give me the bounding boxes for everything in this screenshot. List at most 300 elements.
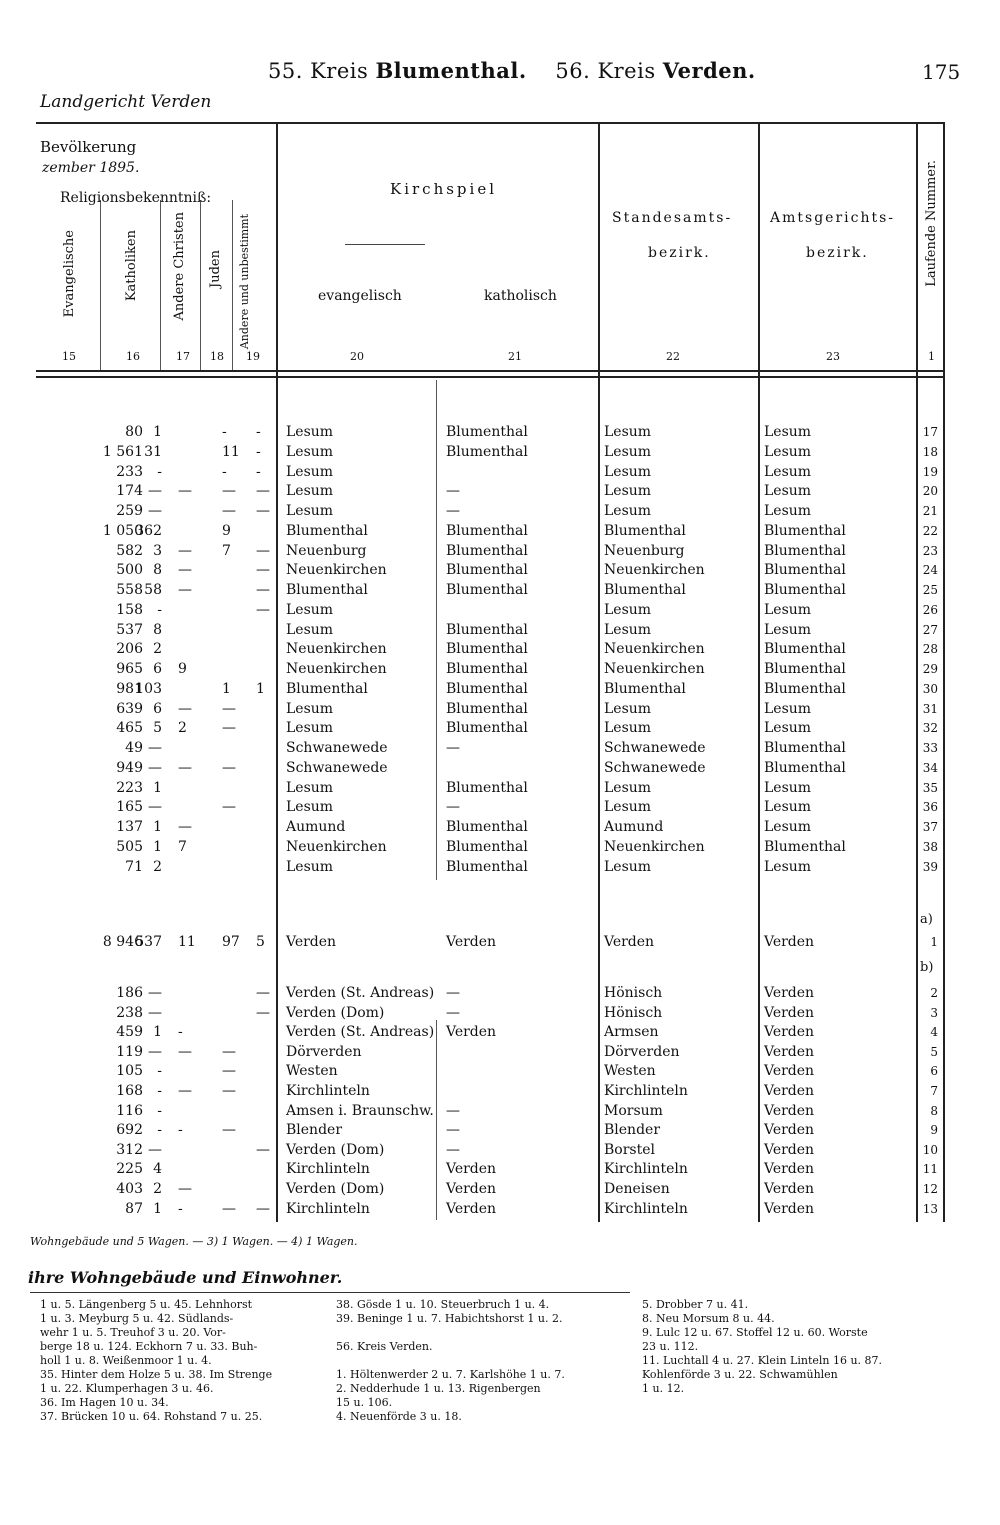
cell-other-christian: — — [178, 759, 192, 776]
cell-catholic: 5 — [153, 720, 162, 737]
table-row — [0, 738, 1000, 758]
note-line: 23 u. 112. — [642, 1340, 699, 1353]
note-line: 37. Brücken 10 u. 64. Rohstand 7 u. 25. — [40, 1410, 263, 1423]
col18-header: Juden — [208, 250, 223, 288]
colnum-16: 16 — [126, 350, 140, 363]
cell-other-christian: — — [178, 483, 192, 500]
cell-court-district: Verden — [764, 1083, 815, 1099]
cell-other: — — [256, 985, 270, 1001]
cell-registry-district: Westen — [604, 1063, 656, 1080]
cell-running-number: 33 — [922, 741, 938, 755]
cell-parish-catholic: Verden — [446, 1161, 497, 1178]
table-row — [0, 1179, 1000, 1199]
cell-catholic: — — [148, 759, 162, 776]
table-row — [0, 1101, 1000, 1121]
colnum-15: 15 — [62, 350, 76, 363]
cell-running-number: 12 — [922, 1182, 938, 1196]
table-row — [0, 718, 1000, 738]
col19-header: Andere und unbestimmt — [238, 214, 251, 350]
cell-court-district: Verden — [764, 985, 815, 1001]
cell-running-number: 24 — [922, 563, 938, 578]
cell-catholic: - — [157, 1102, 162, 1119]
title-right-prefix: Kreis — [597, 59, 656, 83]
cell-parish-catholic: — — [446, 1122, 460, 1139]
cell-parish-catholic: Blumenthal — [446, 443, 528, 460]
col23-header-b: bezirk. — [806, 245, 869, 261]
cell-registry-district: Lesum — [604, 799, 652, 816]
cell-parish-catholic: — — [446, 799, 460, 816]
col16-header: Katholiken — [124, 230, 139, 302]
cell-registry-district: Kirchlinteln — [604, 1161, 688, 1178]
cell-court-district: Blumenthal — [764, 661, 846, 677]
cell-catholic: 8 — [153, 562, 162, 579]
table-row-verden-city — [0, 932, 1000, 952]
cell-evangelical: 137 — [116, 819, 143, 835]
cell-catholic: 8 — [153, 621, 162, 638]
cell-parish-catholic: Blumenthal — [446, 621, 528, 638]
cell-parish-evangelical: Lesum — [286, 483, 334, 500]
cell-registry-district: Lesum — [604, 483, 652, 500]
pop-date: zember 1895. — [42, 160, 140, 176]
label-a: a) — [920, 912, 933, 927]
cell-other-christian: — — [178, 1181, 192, 1197]
court-label: Landgericht Verden — [40, 92, 212, 112]
cell-other: — — [256, 1200, 270, 1217]
cell-court-district: Lesum — [764, 463, 812, 480]
cell-registry-district: Aumund — [604, 819, 664, 835]
cell-running-number: 20 — [922, 484, 938, 499]
note-line: 1 u. 22. Klumperhagen 3 u. 46. — [40, 1382, 214, 1395]
table-row — [0, 699, 1000, 719]
cell-evangelical: 223 — [116, 779, 143, 796]
pop-title: Bevölkerung — [40, 138, 137, 156]
cell-catholic: 2 — [153, 858, 162, 875]
cell-court-district: Verden — [764, 1024, 815, 1041]
cell-parish-evangelical: Lesum — [286, 424, 334, 440]
title-left-prefix: Kreis — [310, 59, 369, 83]
cell-catholic: 4 — [153, 1161, 162, 1178]
cell-evangelical: 87 — [125, 1200, 143, 1217]
cell-registry-district: Morsum — [604, 1102, 663, 1119]
cell-jews: — — [222, 1122, 236, 1139]
cell-parish-catholic: Verden — [446, 1181, 497, 1197]
cell-registry-district: Neuenkirchen — [604, 661, 705, 677]
note-line: 5. Drobber 7 u. 41. — [642, 1298, 749, 1311]
cell-other: 1 — [256, 680, 265, 697]
notes-column-1 — [40, 1298, 272, 1424]
cell-parish-catholic: — — [446, 503, 460, 519]
cell-catholic: 2 — [153, 1181, 162, 1197]
cell-parish-catholic: Blumenthal — [446, 720, 528, 737]
table-row — [0, 541, 1000, 561]
cell-catholic: 6 — [153, 700, 162, 717]
cell-court-district: Blumenthal — [764, 759, 846, 776]
cell-running-number: 19 — [922, 464, 938, 479]
cell-catholic: - — [157, 1063, 162, 1080]
cell-court-district: Lesum — [764, 621, 812, 638]
cell-parish-catholic: — — [446, 1102, 460, 1119]
cell-evangelical: 949 — [116, 759, 143, 776]
cell-parish-catholic: Verden — [446, 1024, 497, 1041]
cell-evangelical: 981 — [116, 680, 143, 697]
cell-parish-evangelical: Schwanewede — [286, 759, 388, 776]
table-row — [0, 580, 1000, 600]
cell-running-number: 28 — [922, 642, 938, 657]
cell-evangelical: 168 — [116, 1083, 143, 1099]
cell-parish-catholic: Blumenthal — [446, 641, 528, 658]
cell-registry-district: Lesum — [604, 443, 652, 460]
cell-catholic: 537 — [135, 934, 162, 950]
page-number: 175 — [922, 60, 961, 84]
table-top-rule — [36, 122, 944, 124]
cell-court-district: Lesum — [764, 503, 812, 519]
cell-parish-evangelical: Verden (Dom) — [286, 1181, 385, 1197]
cell-catholic: 362 — [135, 522, 162, 539]
cell-parish-catholic: — — [446, 740, 460, 756]
cell-jews: 97 — [222, 934, 240, 950]
cell-catholic: 1 — [153, 424, 162, 440]
cell-registry-district: Dörverden — [604, 1043, 680, 1060]
cell-evangelical: 174 — [116, 483, 143, 500]
cell-evangelical: 558 — [116, 582, 143, 598]
cell-registry-district: Blumenthal — [604, 522, 686, 539]
cell-catholic: 6 — [153, 661, 162, 677]
table-row — [0, 1042, 1000, 1062]
cell-parish-catholic: Blumenthal — [446, 562, 528, 579]
cell-parish-evangelical: Lesum — [286, 858, 334, 875]
cell-parish-evangelical: Aumund — [286, 819, 346, 835]
cell-court-district: Lesum — [764, 858, 812, 875]
cell-parish-evangelical: Neuenburg — [286, 542, 367, 559]
cell-other-christian: — — [178, 582, 192, 598]
cell-parish-evangelical: Lesum — [286, 443, 334, 460]
cell-running-number: 37 — [922, 820, 938, 834]
cell-jews: 9 — [222, 522, 231, 539]
cell-evangelical: 965 — [116, 661, 143, 677]
cell-other-christian: - — [178, 1024, 183, 1041]
cell-evangelical: 403 — [116, 1181, 143, 1197]
cell-court-district: Lesum — [764, 700, 812, 717]
note-line: Kohlenförde 3 u. 22. Schwamühlen — [642, 1368, 838, 1381]
note-line: 2. Nedderhude 1 u. 13. Rigenbergen — [336, 1382, 541, 1395]
cell-parish-evangelical: Verden (St. Andreas) — [286, 1024, 435, 1041]
religion-heading: Religionsbekenntniß: — [60, 190, 212, 206]
cell-catholic: — — [148, 1043, 162, 1060]
cell-running-number: 2 — [930, 986, 938, 1000]
cell-registry-district: Neuenkirchen — [604, 641, 705, 658]
kirchspiel-rule — [345, 244, 425, 245]
cell-other: - — [256, 463, 261, 480]
cell-other-christian: - — [178, 1200, 183, 1217]
cell-other-christian: — — [178, 562, 192, 579]
cell-parish-catholic: Blumenthal — [446, 858, 528, 875]
cell-evangelical: 537 — [116, 621, 143, 638]
cell-evangelical: 582 — [116, 542, 143, 559]
cell-other: - — [256, 443, 261, 460]
cell-catholic: 1 — [153, 1024, 162, 1041]
cell-other-christian: — — [178, 1083, 192, 1099]
cell-other-christian: 9 — [178, 661, 187, 677]
cell-registry-district: Kirchlinteln — [604, 1083, 688, 1099]
cell-registry-district: Lesum — [604, 463, 652, 480]
kirchspiel-heading: Kirchspiel — [390, 180, 498, 198]
cell-jews: — — [222, 483, 236, 500]
footnote: Wohngebäude und 5 Wagen. — 3) 1 Wagen. — 4) 1 Wagen. — [30, 1235, 358, 1248]
cell-jews: — — [222, 759, 236, 776]
table-row — [0, 778, 1000, 798]
cell-court-district: Verden — [764, 1161, 815, 1178]
cell-other: — — [256, 483, 270, 500]
cell-catholic: — — [148, 985, 162, 1001]
cell-parish-evangelical: Kirchlinteln — [286, 1161, 370, 1178]
cell-parish-evangelical: Lesum — [286, 503, 334, 519]
cell-running-number: 21 — [922, 504, 938, 518]
cell-court-district: Verden — [764, 1200, 815, 1217]
table-row — [0, 1159, 1000, 1179]
cell-parish-catholic: — — [446, 985, 460, 1001]
cell-running-number: 34 — [922, 760, 938, 775]
cell-other-christian: 7 — [178, 838, 187, 855]
cell-court-district: Verden — [764, 1063, 815, 1080]
table-row — [0, 521, 1000, 541]
title-left-name: Blumenthal. — [375, 58, 527, 83]
note-line: 4. Neuenförde 3 u. 18. — [336, 1410, 462, 1423]
cell-other: — — [256, 503, 270, 519]
label-b: b) — [920, 960, 934, 975]
cell-court-district: Blumenthal — [764, 562, 846, 579]
col24-header: Laufende Nummer. — [924, 160, 939, 287]
cell-court-district: Verden — [764, 1043, 815, 1060]
cell-catholic: 3 — [153, 542, 162, 559]
cell-court-district: Lesum — [764, 819, 812, 835]
cell-parish-evangelical: Dörverden — [286, 1043, 362, 1060]
colnum-22: 22 — [666, 350, 680, 363]
cell-parish-catholic: Blumenthal — [446, 838, 528, 855]
cell-jews: — — [222, 503, 236, 519]
cell-other-christian: 11 — [178, 934, 196, 950]
cell-catholic: 1 — [153, 838, 162, 855]
table-row — [0, 797, 1000, 817]
notes-column-3 — [642, 1298, 882, 1396]
cell-running-number: 32 — [922, 721, 938, 736]
note-line: 11. Luchtall 4 u. 27. Klein Linteln 16 u. 87. — [642, 1354, 883, 1367]
cell-evangelical: 1 561 — [102, 443, 143, 460]
cell-registry-district: Neuenkirchen — [604, 838, 705, 855]
cell-other: — — [256, 542, 270, 559]
cell-evangelical: 49 — [125, 740, 143, 756]
cell-running-number: 30 — [922, 681, 938, 696]
col22-header-b: bezirk. — [648, 245, 711, 261]
cell-jews: — — [222, 1083, 236, 1099]
note-line: 1 u. 12. — [642, 1382, 685, 1395]
cell-parish-evangelical: Blender — [286, 1122, 343, 1139]
cell-parish-evangelical: Verden (Dom) — [286, 1004, 385, 1021]
cell-parish-evangelical: Lesum — [286, 601, 334, 618]
cell-catholic: 1 — [153, 819, 162, 835]
table-row — [0, 442, 1000, 462]
cell-running-number: 5 — [930, 1044, 938, 1059]
cell-jews: — — [222, 1043, 236, 1060]
cell-running-number: 35 — [922, 780, 938, 795]
cell-parish-catholic: — — [446, 1141, 460, 1158]
cell-registry-district: Verden — [604, 934, 655, 950]
note-line: berge 18 u. 124. Eckhorn 7 u. 33. Buh- — [40, 1340, 258, 1353]
cell-registry-district: Lesum — [604, 779, 652, 796]
header-bottom-rule-2 — [36, 376, 944, 378]
cell-parish-catholic: Blumenthal — [446, 819, 528, 835]
colnum-17: 17 — [176, 350, 190, 363]
cell-parish-catholic: Verden — [446, 934, 497, 950]
table-row — [0, 501, 1000, 521]
table-row — [0, 560, 1000, 580]
cell-parish-catholic: — — [446, 1004, 460, 1021]
cell-parish-evangelical: Neuenkirchen — [286, 641, 387, 658]
cell-registry-district: Blumenthal — [604, 680, 686, 697]
cell-court-district: Blumenthal — [764, 680, 846, 697]
cell-catholic: 2 — [153, 641, 162, 658]
cell-other-christian: 2 — [178, 720, 187, 737]
table-row — [0, 1061, 1000, 1081]
cell-other: — — [256, 1141, 270, 1158]
colnum-18: 18 — [210, 350, 224, 363]
cell-catholic: — — [148, 483, 162, 500]
note-line: 1 u. 3. Meyburg 5 u. 42. Südlands- — [40, 1312, 234, 1325]
cell-evangelical: 71 — [125, 858, 143, 875]
cell-court-district: Lesum — [764, 601, 812, 618]
table-row — [0, 758, 1000, 778]
cell-parish-catholic: Blumenthal — [446, 582, 528, 598]
cell-evangelical: 505 — [116, 838, 143, 855]
cell-running-number: 18 — [922, 444, 938, 459]
cell-evangelical: 259 — [116, 503, 143, 519]
cell-parish-evangelical: Lesum — [286, 720, 334, 737]
table-row — [0, 857, 1000, 877]
cell-parish-catholic: Blumenthal — [446, 542, 528, 559]
cell-evangelical: 165 — [116, 799, 143, 816]
note-line: 36. Im Hagen 10 u. 34. — [40, 1396, 169, 1409]
page-title — [268, 58, 756, 83]
table-row — [0, 1081, 1000, 1101]
cell-court-district: Blumenthal — [764, 542, 846, 559]
cell-running-number: 11 — [922, 1162, 938, 1177]
cell-registry-district: Neuenburg — [604, 542, 685, 559]
cell-jews: — — [222, 1200, 236, 1217]
cell-jews: - — [222, 463, 227, 480]
cell-evangelical: 116 — [116, 1102, 143, 1119]
divider-15-16 — [100, 200, 101, 370]
cell-catholic: 58 — [144, 582, 162, 598]
cell-parish-catholic: Blumenthal — [446, 424, 528, 440]
table-row — [0, 1199, 1000, 1219]
cell-running-number: 1 — [930, 935, 938, 949]
cell-other: 5 — [256, 934, 265, 950]
cell-other: — — [256, 601, 270, 618]
cell-other: — — [256, 562, 270, 579]
cell-evangelical: 465 — [116, 720, 143, 737]
cell-catholic: - — [157, 463, 162, 480]
cell-parish-evangelical: Neuenkirchen — [286, 838, 387, 855]
cell-evangelical: 312 — [116, 1141, 143, 1158]
cell-jews: — — [222, 799, 236, 816]
cell-parish-evangelical: Blumenthal — [286, 522, 368, 539]
cell-registry-district: Lesum — [604, 621, 652, 638]
cell-parish-evangelical: Lesum — [286, 799, 334, 816]
cell-parish-catholic: — — [446, 483, 460, 500]
cell-running-number: 4 — [930, 1025, 938, 1040]
table-row — [0, 1120, 1000, 1140]
cell-registry-district: Schwanewede — [604, 759, 706, 776]
cell-running-number: 23 — [922, 543, 938, 558]
cell-running-number: 27 — [922, 622, 938, 637]
cell-court-district: Blumenthal — [764, 641, 846, 658]
col17-header: Andere Christen — [172, 212, 187, 321]
divider-17-18 — [200, 200, 201, 370]
cell-evangelical: 206 — [116, 641, 143, 658]
col22-header-a: Standesamts- — [612, 210, 733, 226]
cell-court-district: Blumenthal — [764, 740, 846, 756]
cell-running-number: 13 — [922, 1201, 938, 1216]
cell-parish-evangelical: Neuenkirchen — [286, 562, 387, 579]
cell-catholic: 103 — [135, 680, 162, 697]
cell-other-christian: — — [178, 542, 192, 559]
cell-jews: — — [222, 700, 236, 717]
note-line: 9. Lulc 12 u. 67. Stoffel 12 u. 60. Worste — [642, 1326, 868, 1339]
cell-other-christian: — — [178, 1043, 192, 1060]
cell-catholic: — — [148, 799, 162, 816]
cell-parish-evangelical: Westen — [286, 1063, 338, 1080]
section-rule — [30, 1292, 630, 1293]
colnum-19: 19 — [246, 350, 260, 363]
cell-running-number: 38 — [922, 839, 938, 854]
note-line: 8. Neu Morsum 8 u. 44. — [642, 1312, 775, 1325]
cell-evangelical: 8 946 — [102, 934, 143, 950]
cell-parish-catholic: Blumenthal — [446, 700, 528, 717]
cell-evangelical: 238 — [116, 1004, 143, 1021]
cell-registry-district: Borstel — [604, 1141, 655, 1158]
colnum-21: 21 — [508, 350, 522, 363]
cell-evangelical: 105 — [116, 1063, 143, 1080]
cell-catholic: - — [157, 601, 162, 618]
cell-registry-district: Lesum — [604, 503, 652, 519]
cell-parish-evangelical: Blumenthal — [286, 680, 368, 697]
cell-jews: 11 — [222, 443, 240, 460]
table-row — [0, 817, 1000, 837]
cell-evangelical: 225 — [116, 1161, 143, 1178]
cell-evangelical: 233 — [116, 463, 143, 480]
cell-jews: — — [222, 1063, 236, 1080]
cell-other: — — [256, 1004, 270, 1021]
note-line: 39. Beninge 1 u. 7. Habichtshorst 1 u. 2. — [336, 1312, 563, 1325]
cell-evangelical: 158 — [116, 601, 143, 618]
cell-running-number: 31 — [922, 701, 938, 716]
cell-court-district: Lesum — [764, 799, 812, 816]
note-line: wehr 1 u. 5. Treuhof 3 u. 20. Vor- — [40, 1326, 226, 1339]
cell-catholic: — — [148, 503, 162, 519]
cell-other: - — [256, 424, 261, 440]
cell-evangelical: 186 — [116, 985, 143, 1001]
cell-parish-evangelical: Verden — [286, 934, 337, 950]
cell-parish-evangelical: Lesum — [286, 621, 334, 638]
cell-court-district: Verden — [764, 1004, 815, 1021]
cell-parish-catholic: Verden — [446, 1200, 497, 1217]
cell-court-district: Lesum — [764, 424, 812, 440]
title-left-number: 55. — [268, 59, 303, 83]
cell-running-number: 7 — [930, 1084, 938, 1098]
cell-jews: - — [222, 424, 227, 440]
cell-parish-evangelical: Schwanewede — [286, 740, 388, 756]
cell-catholic: 31 — [144, 443, 162, 460]
cell-other-christian: - — [178, 1122, 183, 1139]
